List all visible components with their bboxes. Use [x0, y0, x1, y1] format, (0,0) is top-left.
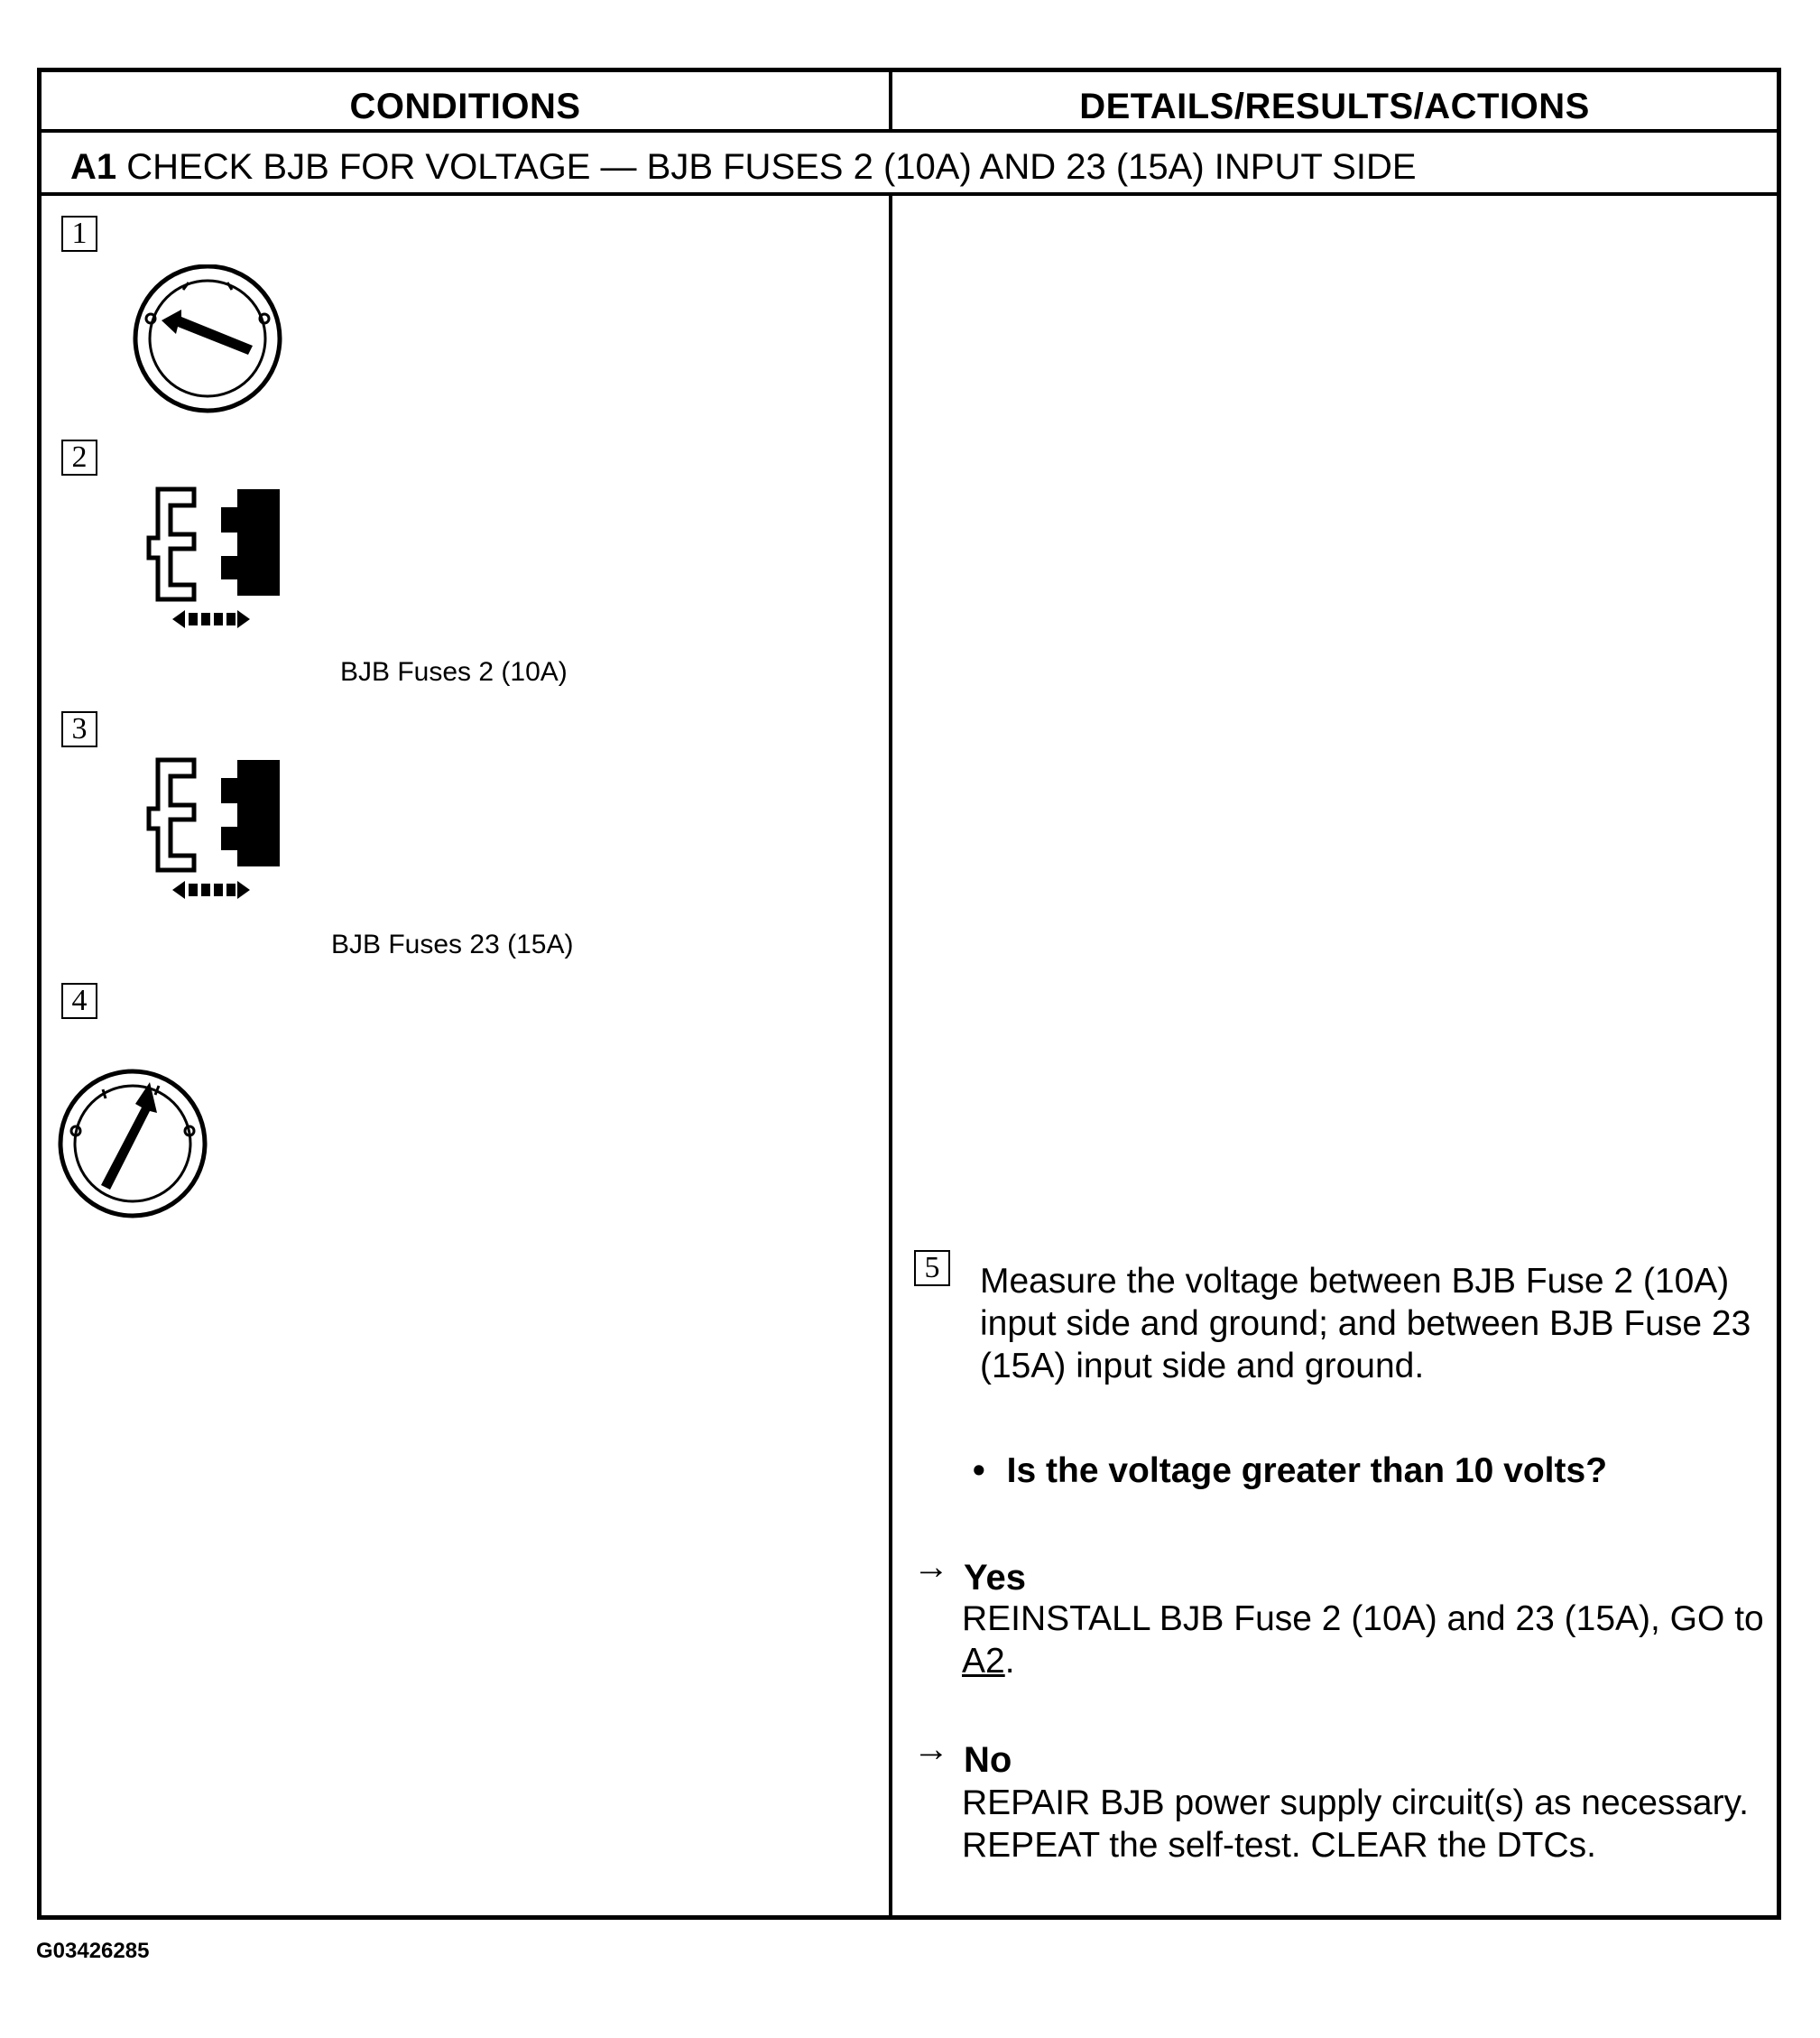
no-label: No	[964, 1740, 1012, 1780]
disconnect-connector-icon	[131, 486, 284, 635]
disconnect-connector-icon	[131, 756, 284, 905]
yes-action-text: REINSTALL BJB Fuse 2 (10A) and 23 (15A), GO to	[962, 1599, 1764, 1638]
measure-instruction: Measure the voltage between BJB Fuse 2 (10A) input side and ground; and between BJB Fuse 23 (15A) input side and ground.	[980, 1262, 1751, 1385]
details-header: DETAILS/RESULTS/ACTIONS	[1079, 87, 1590, 126]
step-title	[70, 147, 1417, 188]
no-action: REPAIR BJB power supply circuit(s) as necessary. REPEAT the self-test. CLEAR the DTCs.	[962, 1783, 1749, 1865]
ignition-switch-off-icon	[131, 264, 284, 418]
yes-action	[962, 1598, 1765, 1682]
detail-step-number: 5	[914, 1250, 950, 1286]
ignition-switch-on-icon	[56, 1068, 209, 1221]
step-id: A1	[70, 147, 117, 187]
condition-number-2: 2	[61, 440, 97, 476]
condition-number-3: 3	[61, 711, 97, 747]
bullet: •	[973, 1451, 985, 1490]
no-arrow-icon: →	[913, 1729, 949, 1769]
header-divider	[37, 129, 1781, 133]
yes-arrow-icon: →	[913, 1547, 949, 1587]
condition-number-1: 1	[61, 216, 97, 252]
voltage-question-text: Is the voltage greater than 10 volts?	[1006, 1451, 1608, 1490]
figure-id: G03426285	[36, 1939, 150, 1963]
conditions-header: CONDITIONS	[349, 87, 581, 126]
yes-label: Yes	[964, 1558, 1026, 1598]
goto-a2-link[interactable]: A2	[962, 1642, 1005, 1681]
condition-caption-3: BJB Fuses 23 (15A)	[331, 930, 574, 959]
step-title-text: CHECK BJB FOR VOLTAGE — BJB FUSES 2 (10A) AND 23 (15A) INPUT SIDE	[126, 147, 1417, 187]
yes-action-end: .	[1004, 1642, 1015, 1681]
condition-caption-2: BJB Fuses 2 (10A)	[340, 657, 568, 687]
column-divider	[889, 192, 892, 1920]
title-divider	[37, 192, 1781, 196]
voltage-question	[973, 1451, 1607, 1491]
condition-number-4: 4	[61, 983, 97, 1019]
